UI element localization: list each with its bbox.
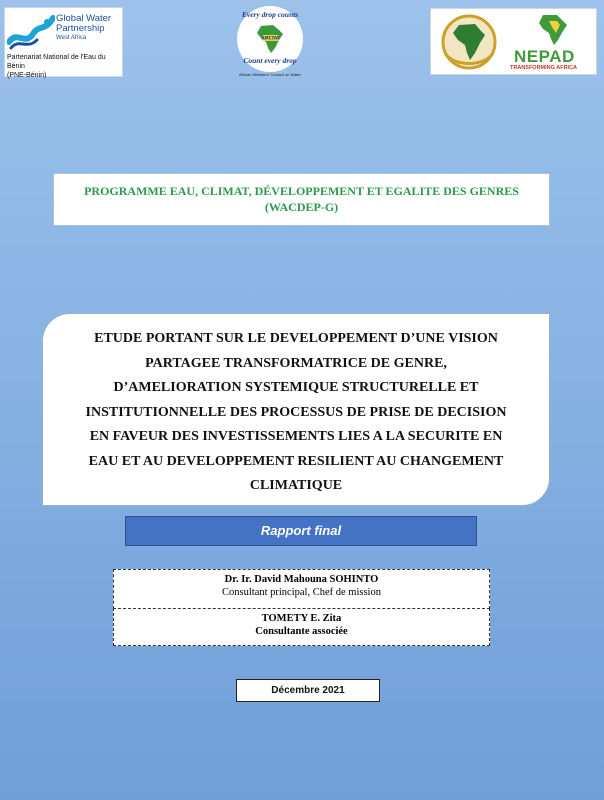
au-emblem-icon	[437, 13, 501, 71]
amcow-motto-top: Every drop counts	[241, 10, 299, 19]
programme-title: PROGRAMME EAU, CLIMAT, DÉVELOPPEMENT ET EGALITE DES GENRES	[84, 184, 519, 198]
gwp-region: West Africa	[56, 35, 87, 41]
nepad-tagline: TRANSFORMING AFRICA	[510, 65, 578, 71]
study-title-line: EAU ET AU DEVELOPPEMENT RESILIENT AU CHANGEMENT	[88, 453, 504, 469]
gwp-logo	[4, 7, 123, 77]
report-label: Rapport final	[125, 516, 477, 546]
nepad-logo	[430, 8, 597, 75]
amcow-caption: African Ministers' Council on Water	[239, 72, 301, 77]
africa-nepad-icon	[535, 13, 571, 47]
author-box-associate	[113, 608, 490, 646]
study-title-line: ETUDE PORTANT SUR LE DEVELOPPEMENT D’UNE VISION	[94, 331, 498, 346]
study-title-line: CLIMATIQUE	[249, 478, 343, 493]
study-title-line: EN FAVEUR DES INVESTISSEMENTS LIES A LA SECURITE EN	[89, 429, 503, 444]
gwp-wave-icon	[7, 12, 55, 52]
gwp-partner-abbr: (PNE-Bénin)	[7, 72, 47, 79]
study-title-box	[42, 313, 550, 506]
programme-title-box	[53, 173, 550, 226]
amcow-motto-bottom: Count every drop	[243, 56, 297, 65]
author-role: Consultant principal, Chef de mission	[222, 587, 381, 598]
amcow-badge: AMCOW	[261, 35, 280, 41]
amcow-logo	[231, 4, 309, 84]
author-box-principal	[113, 569, 490, 609]
author-name: TOMETY E. Zita	[261, 613, 342, 624]
africa-map-icon	[253, 22, 287, 56]
study-title-line: D’AMELIORATION SYSTEMIQUE STRUCTURELLE ET	[113, 380, 479, 395]
author-role: Consultante associée	[255, 626, 348, 637]
nepad-name: NEPAD	[514, 47, 575, 66]
report-date: Décembre 2021	[236, 679, 380, 702]
programme-acronym: (WACDEP-G)	[264, 200, 339, 214]
gwp-name: Global Water Partnership West Africa	[56, 14, 122, 42]
gwp-partner: Partenariat National de l'Eau du Bénin (PNE-Bénin)	[7, 54, 106, 79]
study-title-line: INSTITUTIONNELLE DES PROCESSUS DE PRISE DE DECISION	[85, 404, 507, 420]
study-title-line: PARTAGEE TRANSFORMATRICE DE GENRE,	[145, 355, 447, 371]
author-name: Dr. Ir. David Mahouna SOHINTO	[224, 574, 379, 585]
